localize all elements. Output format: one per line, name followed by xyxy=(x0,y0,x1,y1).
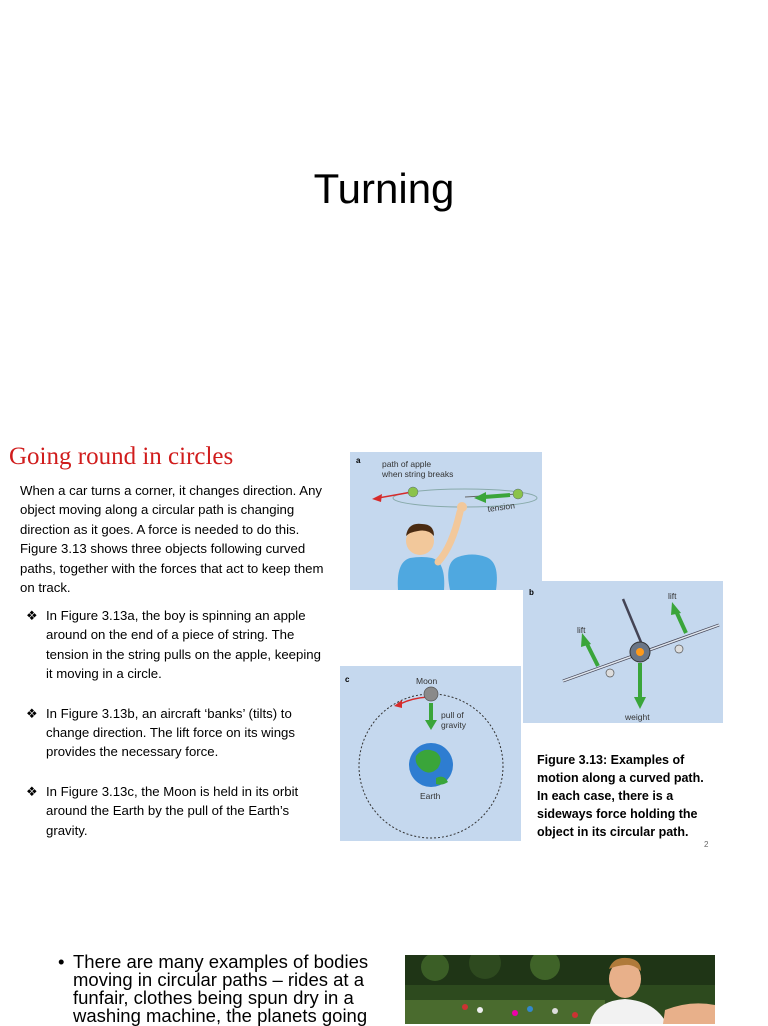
bullet-text: In Figure 3.13a, the boy is spinning an apple around on the end of a piece of string. The tension in the string pulls on the apple, keeping it moving in a circle. xyxy=(46,608,321,682)
diamond-bullet-icon: ❖ xyxy=(26,608,38,623)
list-item xyxy=(58,953,398,1025)
boy-arm xyxy=(438,512,460,562)
pull-label-2: gravity xyxy=(441,720,467,730)
path-label-2: when string breaks xyxy=(382,469,454,479)
list-item xyxy=(26,606,326,684)
bullet-dot-icon: • xyxy=(58,951,65,972)
earth-label: Earth xyxy=(420,791,441,801)
lift-arrow-right xyxy=(676,611,686,633)
tension-label: tension xyxy=(486,500,516,514)
engine-glow xyxy=(636,648,644,656)
figure-letter: a xyxy=(356,456,361,465)
lift-label-right: lift xyxy=(668,591,677,601)
section-heading: Going round in circles xyxy=(9,443,234,470)
tension-arrow xyxy=(484,495,510,497)
green-arrowhead xyxy=(474,492,486,503)
bullet-text: There are many examples of bodies moving in circular paths – rides at a funfair, clothes being spun dry in a washing machine, the planets going xyxy=(73,951,369,1026)
figure-letter: b xyxy=(529,588,534,597)
apple xyxy=(513,489,523,499)
lift-label-left: lift xyxy=(577,625,586,635)
boy-hand xyxy=(457,502,467,512)
figure-a-boy-apple xyxy=(350,452,542,590)
page-number: 2 xyxy=(704,840,709,849)
figure-c-moon-earth xyxy=(340,666,521,841)
slide-title: Turning xyxy=(313,165,455,212)
figure-letter: c xyxy=(345,675,350,684)
list-item xyxy=(26,704,326,762)
funfair-photo xyxy=(405,955,715,1024)
diamond-bullet-icon: ❖ xyxy=(26,783,38,799)
pull-label-1: pull of xyxy=(441,710,464,720)
figure-caption: Figure 3.13: Examples of motion along a curved path. In each case, there is a sideways force holding the object in its circular path. xyxy=(537,753,704,839)
boy-shirt xyxy=(448,555,497,591)
path-label-1: path of apple xyxy=(382,459,432,469)
bullet-text: In Figure 3.13c, the Moon is held in its orbit around the Earth by the pull of the Earth’s gravity. xyxy=(46,783,299,838)
bullet-text: In Figure 3.13b, an aircraft ‘banks’ (tilts) to change direction. The lift force on its wings provides the necessary force. xyxy=(46,705,295,760)
weight-label: weight xyxy=(625,712,650,722)
bullet-list xyxy=(26,606,326,860)
apple-start xyxy=(408,487,418,497)
figure-b-aircraft xyxy=(523,581,723,723)
moon-label: Moon xyxy=(416,676,438,686)
red-arrowhead xyxy=(372,494,382,502)
slide3-bullet-list xyxy=(58,953,398,1025)
lift-arrow-left xyxy=(586,642,598,666)
slide-1 xyxy=(0,0,768,375)
diamond-bullet-icon: ❖ xyxy=(26,705,38,721)
intro-paragraph: When a car turns a corner, it changes direction. Any object moving along a circular path is changing direction as it goes. A force is needed to do this. Figure 3.13 shows three objects following curved paths, together with the forces that act to keep them on track. xyxy=(20,483,324,596)
tangent-path xyxy=(378,492,412,498)
list-item xyxy=(26,782,326,840)
moon xyxy=(424,687,438,701)
moon-tangent xyxy=(400,697,428,704)
